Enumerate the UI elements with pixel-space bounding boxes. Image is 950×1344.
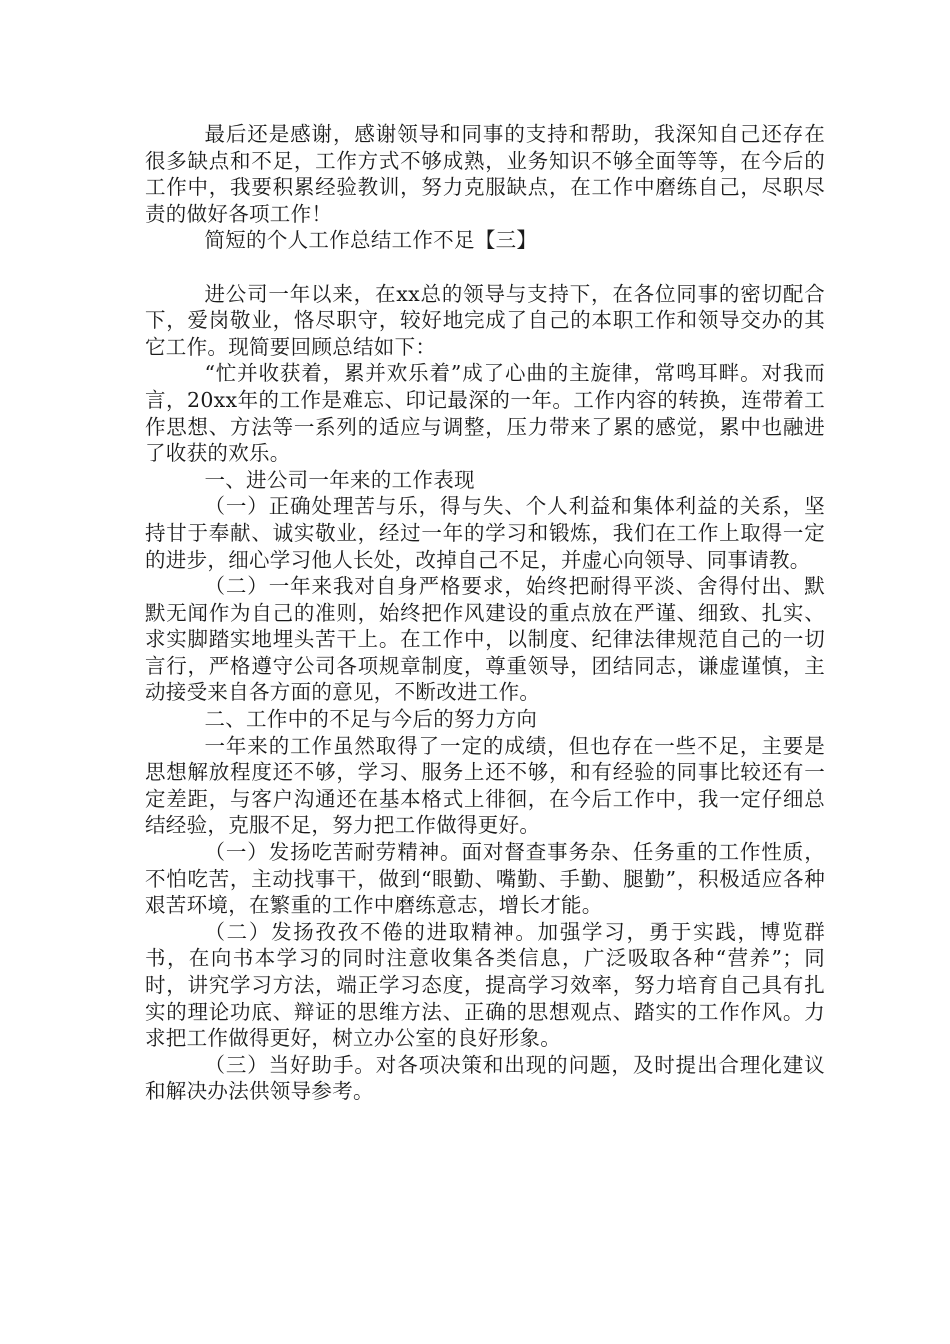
heading-shortcomings: 二、工作中的不足与今后的努力方向 — [204, 707, 538, 732]
paragraph-direction-2: （二）发扬孜孜不倦的进取精神。加强学习，勇于实践，博览群书，在向书本学习的同时注意收集各类信息，广泛吸取各种“营养”；同时，讲究学习方法，端正学习态度，提高学习效率，努力培育自己具有扎实的理论功底、辩证的思维方法、正确的思想观点、踏实的工作作风。力求把工作做得更好，树立办公室的良好形象。 — [145, 919, 825, 1051]
paragraph-performance-1: （一）正确处理苦与乐，得与失、个人利益和集体利益的关系，坚持甘于奉献、诚实敬业，经过一年的学习和锻炼，我们在工作上取得一定的进步，细心学习他人长处，改掉自己不足，并虚心向领导、同事请教。 — [145, 494, 825, 572]
paragraph-reflection: “忙并收获着，累并欢乐着”成了心曲的主旋律，常鸣耳畔。对我而言，20xx年的工作是难忘、印记最深的一年。工作内容的转换，连带着工作思想、方法等一系列的适应与调整，压力带来了累的感觉，累中也融进了收获的欢乐。 — [145, 361, 825, 466]
paragraph-shortcomings: 一年来的工作虽然取得了一定的成绩，但也存在一些不足，主要是思想解放程度还不够，学习、服务上还不够，和有经验的同事比较还有一定差距，与客户沟通还在基本格式上徘徊，在今后工作中，我一定仔细总结经验，克服不足，努力把工作做得更好。 — [145, 733, 825, 838]
paragraph-direction-3: （三）当好助手。对各项决策和出现的问题，及时提出合理化建议和解决办法供领导参考。 — [145, 1052, 825, 1104]
document-page — [145, 121, 825, 1105]
paragraph-intro: 进公司一年以来，在xx总的领导与支持下，在各位同事的密切配合下，爱岗敬业，恪尽职守，较好地完成了自己的本职工作和领导交办的其它工作。现简要回顾总结如下： — [145, 281, 825, 359]
paragraph-direction-1: （一）发扬吃苦耐劳精神。面对督查事务杂、任务重的工作性质，不怕吃苦，主动找事干，做到“眼勤、嘴勤、手勤、腿勤”，积极适应各种艰苦环境，在繁重的工作中磨练意志，增长才能。 — [145, 840, 825, 918]
blank-line — [145, 254, 825, 281]
heading-work-performance: 一、进公司一年来的工作表现 — [204, 467, 475, 492]
section-title: 简短的个人工作总结工作不足【三】 — [204, 228, 538, 253]
paragraph-closing-thanks: 最后还是感谢，感谢领导和同事的支持和帮助，我深知自己还存在很多缺点和不足，工作方式不够成熟，业务知识不够全面等等，在今后的工作中，我要积累经验教训，努力克服缺点，在工作中磨练自己，尽职尽责的做好各项工作！ — [145, 122, 825, 226]
paragraph-performance-2: （二）一年来我对自身严格要求，始终把耐得平淡、舍得付出、默默无闻作为自己的准则，始终把作风建设的重点放在严谨、细致、扎实、求实脚踏实地埋头苦干上。在工作中，以制度、纪律法律规范自己的一切言行，严格遵守公司各项规章制度，尊重领导，团结同志，谦虚谨慎，主动接受来自各方面的意见，不断改进工作。 — [145, 574, 825, 705]
